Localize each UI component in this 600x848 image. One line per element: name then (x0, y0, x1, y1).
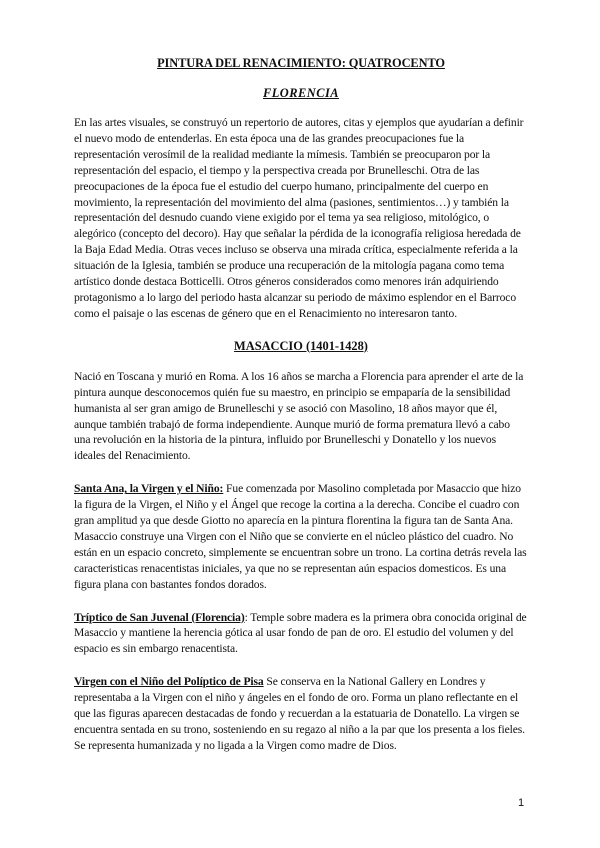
work-description: Fue comenzada por Masolino completada por Masaccio que hizo la figura de la Virgen, el Niño y el Ángel que recoge la cortina a la derecha. Concibe el cuadro con gran amplitud ya que desde Giotto no aparecía en la pintura florentina la figura tan de Santa Ana. Masaccio construye una Virgen con el Niño que se convierte en el núcleo plástico del cuadro. No están en un espacio concreto, simplemente se encuentran sobre un trono. La cortina detrás revela las caracteristicas renacentistas iniciales, ya que no se representan aún espacios domesticos. Es una figura plana con bastantes fondos dorados. (74, 482, 527, 591)
page-number: 1 (518, 797, 525, 809)
work-paragraph-santa-ana (74, 481, 528, 592)
work-description: Se conserva en la National Gallery en Londres y representaba a la Virgen con el niño y ángeles en el fondo de oro. Forma un plano reflectante en el que las figuras aparecen destacadas de fondo y recuerdan a la estatuaria de Donatello. La virgen se encuentra sentada en su trono, sosteniendo en su regazo al niño a la par que los presenta a los fieles. Se representa humanizada y no ligada a la Virgen como madre de Dios. (74, 675, 525, 752)
work-title: Tríptico de San Juvenal (Florencia) (74, 610, 245, 624)
section-title: MASACCIO (1401-1428) (234, 338, 368, 353)
work-description: : Temple sobre madera es la primera obra conocida original de Masaccio y mantiene la herencia gótica al usar fondo de pan de oro. El estudio del volumen y del espacio es sin embargo renacentista. (74, 610, 527, 656)
work-title: Virgen con el Niño del Políptico de Pisa (74, 675, 264, 689)
page-subtitle: FLORENCIA (262, 86, 340, 100)
work-title: Santa Ana, la Virgen y el Niño: (74, 482, 224, 496)
page-content (74, 56, 528, 771)
page-title: PINTURA DEL RENACIMIENTO: QUATROCENTO (157, 56, 445, 70)
intro-paragraph: En las artes visuales, se construyó un repertorio de autores, citas y ejemplos que ayudarían a definir el nuevo modo de entenderlas. En esta época una de las grandes preocupaciones fue la representación verosímil de la realidad mediante la mímesis. También se preocuparon por la representación del espacio, el tiempo y la perspectiva creada por Brunelleschi. Otra de las preocupaciones de la época fue el estudio del cuerpo humano, principalmente del cuerpo en movimiento, la representación del movimiento del alma (pasiones, sentimientos…) y también la representación del desnudo cuando viene exigido por el tema ya sea religioso, mitológico, o alegórico (concepto del decoro). Hay que señalar la pérdida de la iconografía religiosa heredada de la Baja Edad Media. Otras veces incluso se observa una mirada crítica, especialmente referida a la situación de la Iglesia, también se produce una recuperación de la mitología pagana como tema artístico donde destaca Botticelli. Otros géneros considerados como menores irán adquiriendo protagonismo a lo largo del periodo hasta alcanzar su periodo de máximo esplendor en el Barroco como el paisaje o las escenas de género que en el Renacimiento no interesaron tanto. (74, 116, 524, 320)
work-paragraph-virgen-pisa (74, 674, 528, 754)
biography-paragraph: Nació en Toscana y murió en Roma. A los 16 años se marcha a Florencia para aprender el arte de la pintura aunque desconocemos quién fue su maestro, en principio se empaparía de la sensibilidad humanista al ser gran amigo de Brunelleschi y se asoció con Masolino, 18 años mayor que él, aunque también trabajó de forma independiente. Aunque murió de forma prematura llevó a cabo una revolución en la historia de la pintura, influido por Brunelleschi y Donatello y los nuevos ideales del Renacimiento. (74, 369, 524, 463)
work-paragraph-triptico (74, 610, 528, 658)
